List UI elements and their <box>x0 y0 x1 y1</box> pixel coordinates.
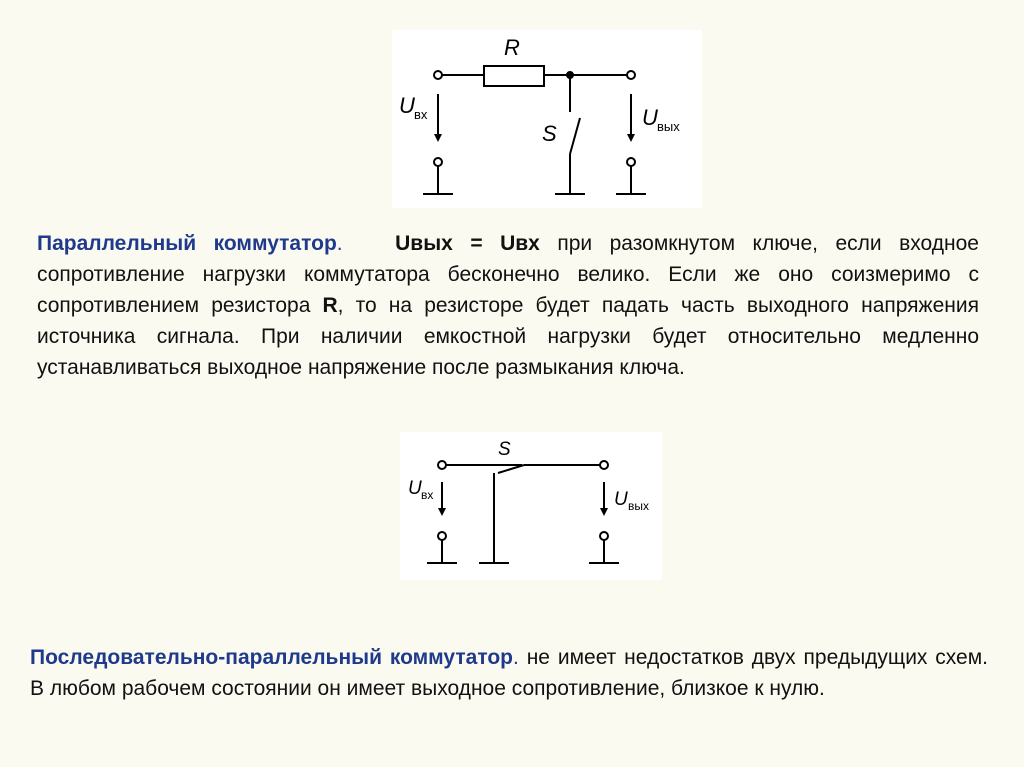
parallel-switch-term: Параллельный коммутатор <box>37 232 337 255</box>
label-s: S <box>542 121 557 146</box>
label-uin: U <box>399 93 415 118</box>
series-parallel-switch-description <box>30 642 988 704</box>
series-parallel-switch-term: Последовательно-параллельный коммутатор <box>30 646 513 669</box>
label-uout: U <box>614 489 628 510</box>
switch-s-blade <box>498 465 524 473</box>
series-parallel-switch-schematic <box>400 432 662 580</box>
label-uin-sub: вх <box>421 488 434 502</box>
switch-s-blade <box>570 118 580 154</box>
label-uin-sub: вх <box>414 107 428 122</box>
input-voltage-arrow <box>438 508 446 516</box>
label-uout: U <box>642 105 658 130</box>
input-terminal-top <box>434 71 442 79</box>
series-parallel-switch-diagram <box>400 432 662 580</box>
resistor-r <box>484 66 544 86</box>
text: не имеет недостатков двух предыдущих схем. В любом рабочем состоянии он имеет выходное сопротивление, близкое к нулю. <box>30 646 989 700</box>
output-terminal-top <box>627 71 635 79</box>
output-terminal-bottom <box>627 158 635 166</box>
text-part-a: при разомкнутом ключе, если входное сопротивление нагрузки коммутатора бесконечно велико. Если же оно соизмеримо с сопротивлением резистора <box>37 232 979 317</box>
term-dot: . <box>336 232 343 255</box>
term-dot: . <box>513 646 519 669</box>
parallel-switch-diagram <box>392 30 702 208</box>
label-uout-sub: вых <box>628 499 649 513</box>
label-uout-sub: вых <box>657 119 680 134</box>
input-terminal-bottom <box>438 532 446 540</box>
output-terminal-bottom <box>600 532 608 540</box>
label-uin: U <box>408 478 422 499</box>
output-voltage-arrow <box>600 508 608 516</box>
text-part-b: , то на резисторе будет падать часть выходного напряжения источника сигнала. При наличии емкостной нагрузки будет относительно медленно устанавливаться выходное напряжение после размыкания ключа. <box>37 294 979 379</box>
label-r: R <box>504 35 520 60</box>
input-voltage-arrow <box>434 134 442 142</box>
output-terminal-top <box>600 461 608 469</box>
input-terminal-top <box>438 461 446 469</box>
input-terminal-bottom <box>434 158 442 166</box>
parallel-switch-schematic <box>392 30 702 208</box>
label-s: S <box>498 439 511 460</box>
resistor-symbol: R <box>322 294 338 317</box>
formula: Uвых = Uвх <box>395 232 540 255</box>
parallel-switch-description <box>37 228 979 383</box>
output-voltage-arrow <box>627 134 635 142</box>
